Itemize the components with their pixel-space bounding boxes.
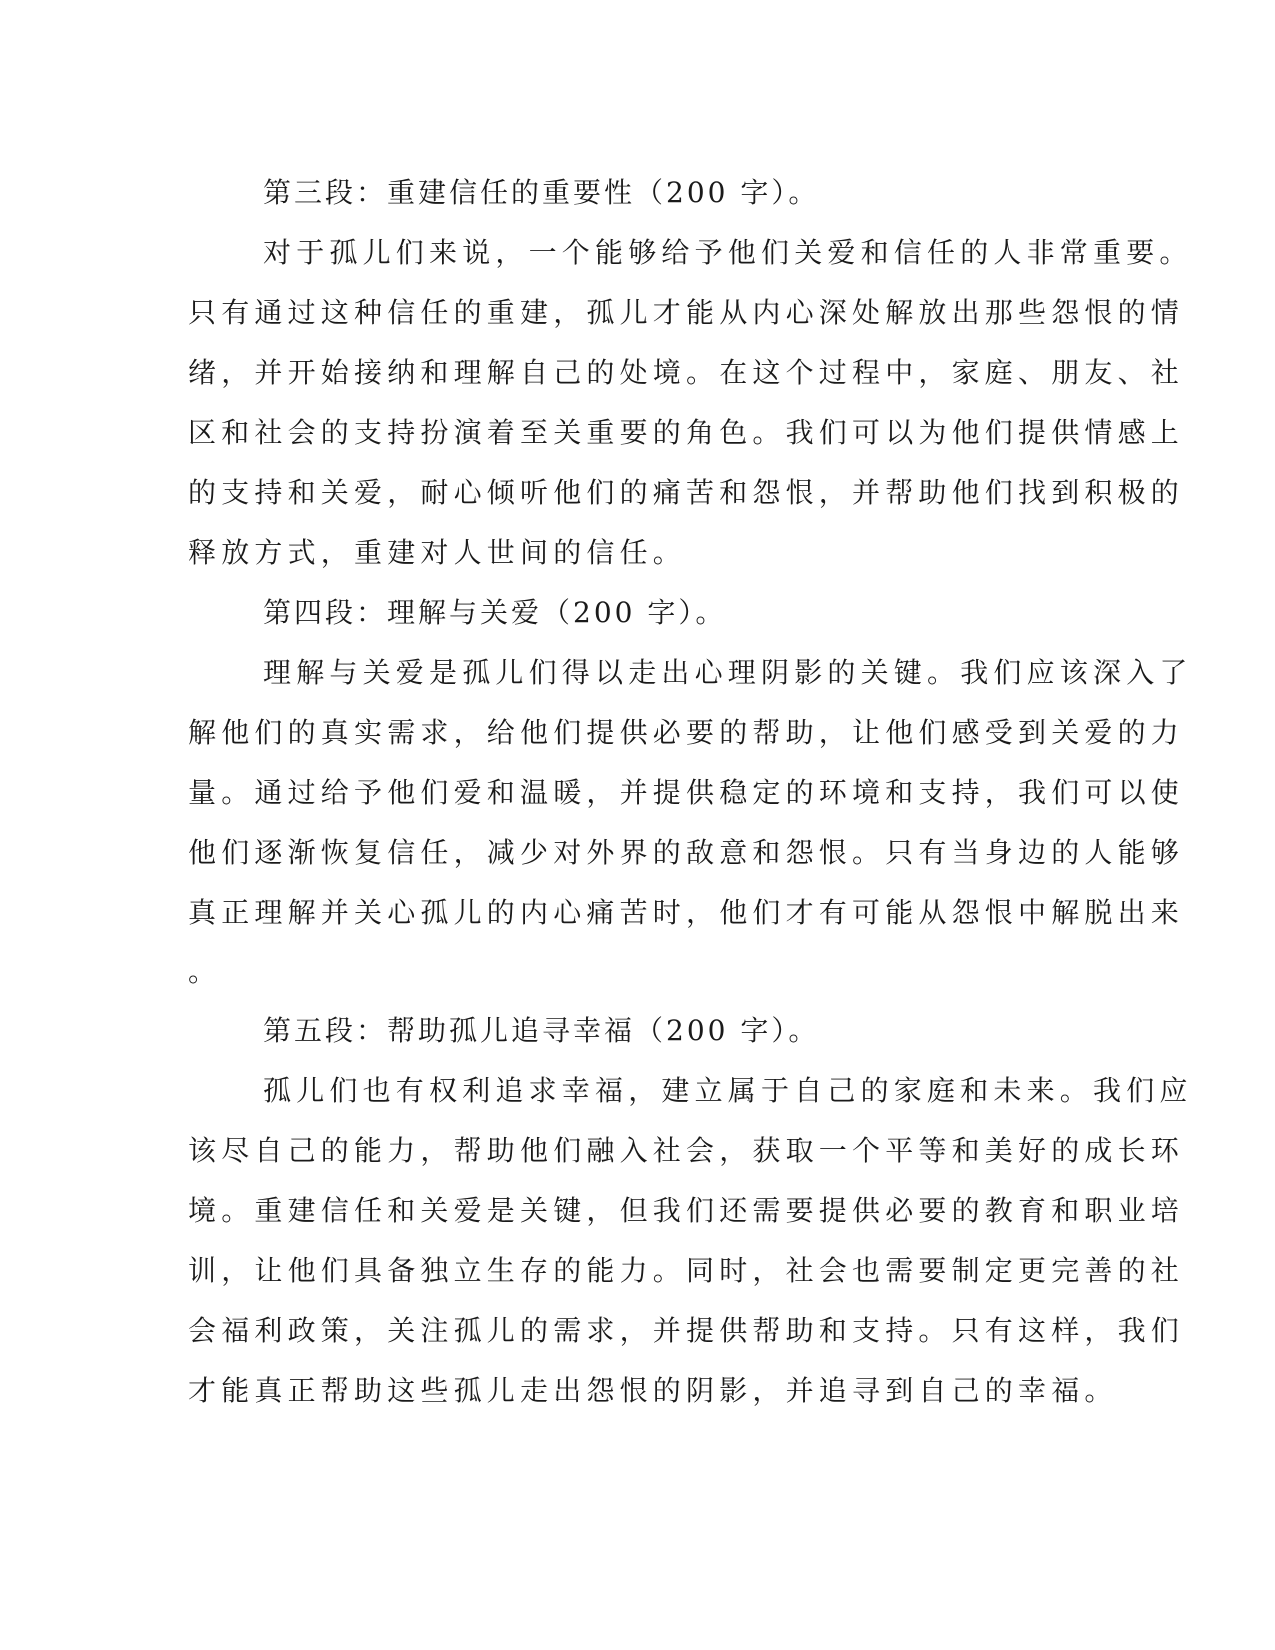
paragraph-line: 。 — [188, 955, 222, 988]
paragraph-line: 的支持和关爱，耐心倾听他们的痛苦和怨恨，并帮助他们找到积极的 — [188, 476, 1185, 509]
paragraph-line: 只有通过这种信任的重建，孤儿才能从内心深处解放出那些怨恨的情 — [188, 296, 1185, 329]
paragraph-line: 量。通过给予他们爱和温暖，并提供稳定的环境和支持，我们可以使 — [188, 776, 1185, 809]
section-heading: 第三段：重建信任的重要性（200 字）。 — [263, 176, 820, 209]
paragraph-line: 绪，并开始接纳和理解自己的处境。在这个过程中，家庭、朋友、社 — [188, 356, 1185, 389]
paragraph-line: 对于孤儿们来说，一个能够给予他们关爱和信任的人非常重要。 — [263, 236, 1193, 269]
paragraph-line: 才能真正帮助这些孤儿走出怨恨的阴影，并追寻到自己的幸福。 — [188, 1374, 1118, 1407]
paragraph-line: 释放方式，重建对人世间的信任。 — [188, 536, 687, 569]
paragraph-line: 该尽自己的能力，帮助他们融入社会，获取一个平等和美好的成长环 — [188, 1134, 1185, 1167]
paragraph-line: 理解与关爱是孤儿们得以走出心理阴影的关键。我们应该深入了 — [263, 656, 1193, 689]
paragraph-line: 孤儿们也有权利追求幸福，建立属于自己的家庭和未来。我们应 — [263, 1074, 1193, 1107]
paragraph-line: 境。重建信任和关爱是关键，但我们还需要提供必要的教育和职业培 — [188, 1194, 1185, 1227]
paragraph-line: 训，让他们具备独立生存的能力。同时，社会也需要制定更完善的社 — [188, 1254, 1185, 1287]
paragraph-line: 真正理解并关心孤儿的内心痛苦时，他们才有可能从怨恨中解脱出来 — [188, 896, 1185, 929]
paragraph-line: 解他们的真实需求，给他们提供必要的帮助，让他们感受到关爱的力 — [188, 716, 1185, 749]
section-heading: 第四段：理解与关爱（200 字）。 — [263, 596, 727, 629]
section-heading: 第五段：帮助孤儿追寻幸福（200 字）。 — [263, 1014, 820, 1047]
document-body — [188, 163, 1193, 1421]
paragraph-line: 他们逐渐恢复信任，减少对外界的敌意和怨恨。只有当身边的人能够 — [188, 836, 1185, 869]
paragraph-line: 会福利政策，关注孤儿的需求，并提供帮助和支持。只有这样，我们 — [188, 1314, 1185, 1347]
paragraph-line: 区和社会的支持扮演着至关重要的角色。我们可以为他们提供情感上 — [188, 416, 1185, 449]
